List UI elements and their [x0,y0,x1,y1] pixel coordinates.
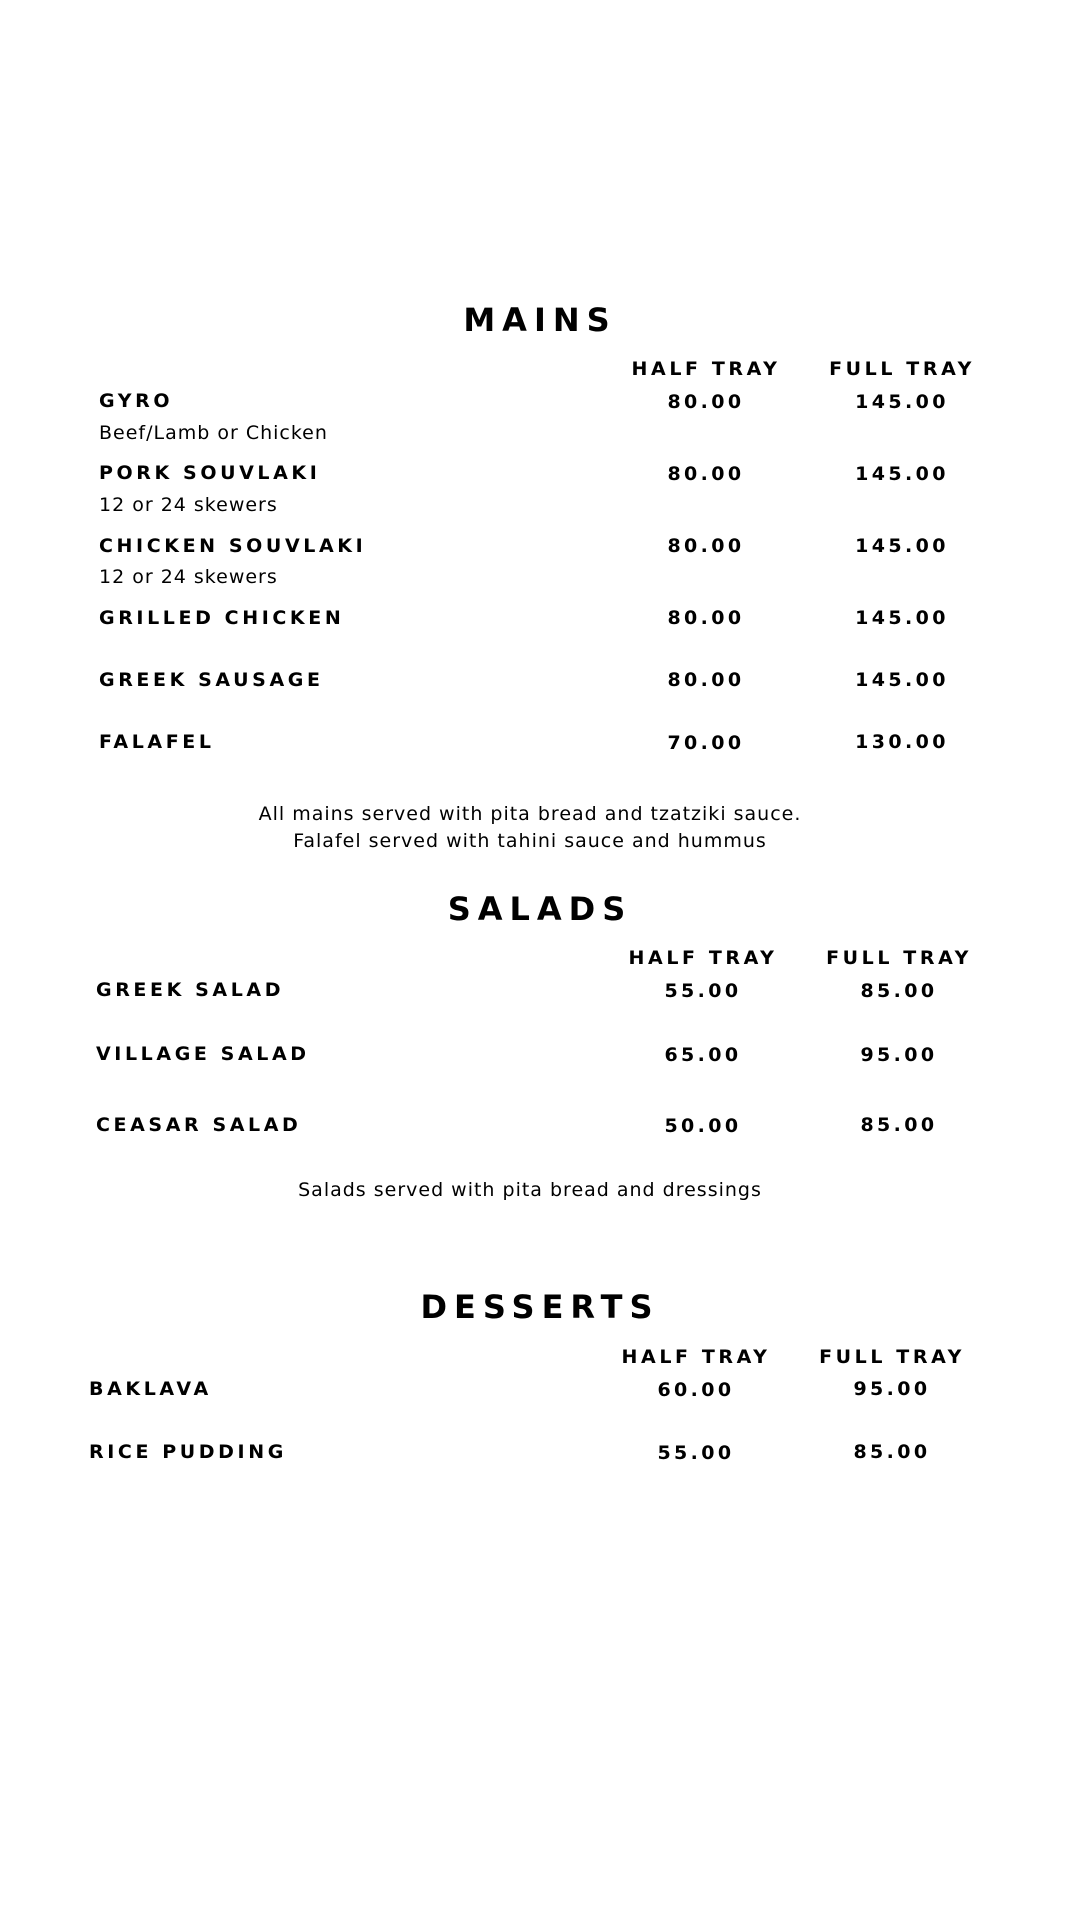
full-tray-price: 145.00 [855,535,949,557]
item-name: GREEK SALAD [96,979,285,1001]
half-tray-price: 50.00 [664,1115,742,1137]
item-name: GRILLED CHICKEN [99,607,345,629]
item-name: BAKLAVA [89,1378,212,1400]
half-tray-price: 55.00 [664,980,742,1002]
item-name: GYRO [99,390,174,412]
item-name: PORK SOUVLAKI [99,462,321,484]
mains-heading: MAINS [463,301,617,339]
item-description: 12 or 24 skewers [99,494,278,516]
full-tray-price: 145.00 [855,391,949,413]
desserts-full-tray-header: FULL TRAY [819,1346,965,1368]
full-tray-price: 85.00 [853,1441,931,1463]
salads-full-tray-header: FULL TRAY [826,947,972,969]
item-name: CHICKEN SOUVLAKI [99,535,367,557]
full-tray-price: 95.00 [853,1378,931,1400]
desserts-half-tray-header: HALF TRAY [621,1346,771,1368]
item-description: Beef/Lamb or Chicken [99,422,328,444]
half-tray-price: 70.00 [667,732,745,754]
mains-full-tray-header: FULL TRAY [829,358,975,380]
mains-note-line-2: Falafel served with tahini sauce and hummus [293,830,767,852]
item-description: 12 or 24 skewers [99,566,278,588]
item-name: GREEK SAUSAGE [99,669,324,691]
mains-half-tray-header: HALF TRAY [631,358,781,380]
half-tray-price: 60.00 [657,1379,735,1401]
half-tray-price: 80.00 [667,535,745,557]
half-tray-price: 80.00 [667,463,745,485]
item-name: FALAFEL [99,731,215,753]
half-tray-price: 80.00 [667,669,745,691]
half-tray-price: 55.00 [657,1442,735,1464]
mains-note-line-1: All mains served with pita bread and tzatziki sauce. [258,803,802,825]
full-tray-price: 95.00 [860,1044,938,1066]
desserts-heading: DESSERTS [420,1288,660,1326]
full-tray-price: 130.00 [855,731,949,753]
full-tray-price: 145.00 [855,463,949,485]
full-tray-price: 145.00 [855,669,949,691]
full-tray-price: 85.00 [860,1114,938,1136]
half-tray-price: 80.00 [667,391,745,413]
salads-heading: SALADS [447,890,633,928]
half-tray-price: 65.00 [664,1044,742,1066]
half-tray-price: 80.00 [667,607,745,629]
item-name: VILLAGE SALAD [96,1043,310,1065]
full-tray-price: 145.00 [855,607,949,629]
full-tray-price: 85.00 [860,980,938,1002]
item-name: RICE PUDDING [89,1441,287,1463]
salads-half-tray-header: HALF TRAY [628,947,778,969]
salads-note: Salads served with pita bread and dressings [298,1179,762,1201]
item-name: CEASAR SALAD [96,1114,302,1136]
